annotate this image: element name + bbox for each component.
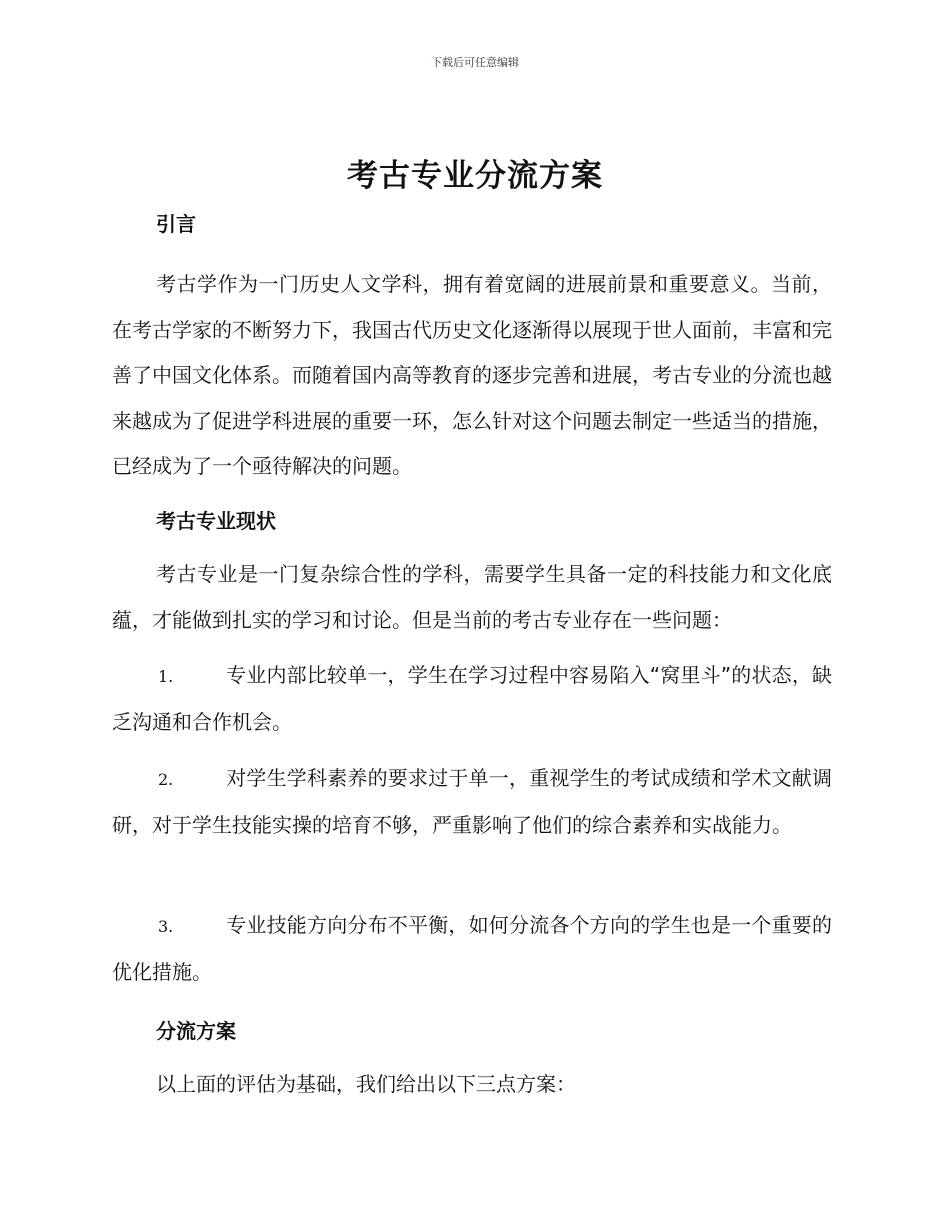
section-heading-status: 考古专业现状 bbox=[156, 509, 276, 533]
section-heading-plan: 分流方案 bbox=[156, 1019, 236, 1043]
list-item-text: 专业内部比较单一，学生在学习过程中容易陷入“窝里斗”的状态，缺乏沟通和合作机会。 bbox=[112, 663, 832, 734]
list-item-number: 3. bbox=[158, 917, 174, 936]
list-item-number: 2. bbox=[158, 770, 174, 789]
list-item bbox=[112, 756, 832, 848]
header-note: 下载后可任意编辑 bbox=[431, 56, 519, 69]
list-item bbox=[112, 653, 832, 745]
list-item-text: 专业技能方向分布不平衡，如何分流各个方向的学生也是一个重要的优化措施。 bbox=[112, 913, 832, 984]
list-item-number: 1. bbox=[158, 667, 174, 686]
plan-paragraph: 以上面的评估为基础，我们给出以下三点方案： bbox=[156, 1072, 576, 1096]
section-heading-intro: 引言 bbox=[156, 212, 196, 236]
status-paragraph: 考古专业是一门复杂综合性的学科，需要学生具备一定的科技能力和文化底蕴，才能做到扎实的学习和讨论。但是当前的考古专业存在一些问题： bbox=[112, 562, 832, 632]
document-title: 考古专业分流方案 bbox=[347, 158, 603, 194]
list-item bbox=[112, 903, 832, 995]
list-item-text: 对学生学科素养的要求过于单一，重视学生的考试成绩和学术文献调研，对于学生技能实操的培育不够，严重影响了他们的综合素养和实战能力。 bbox=[112, 766, 832, 837]
intro-paragraph: 考古学作为一门历史人文学科，拥有着宽阔的进展前景和重要意义。当前，在考古学家的不断努力下，我国古代历史文化逐渐得以展现于世人面前，丰富和完善了中国文化体系。而随着国内高等教育的逐步完善和进展，考古专业的分流也越来越成为了促进学科进展的重要一环，怎么针对这个问题去制定一些适当的措施，已经成为了一个亟待解决的问题。 bbox=[112, 272, 832, 478]
